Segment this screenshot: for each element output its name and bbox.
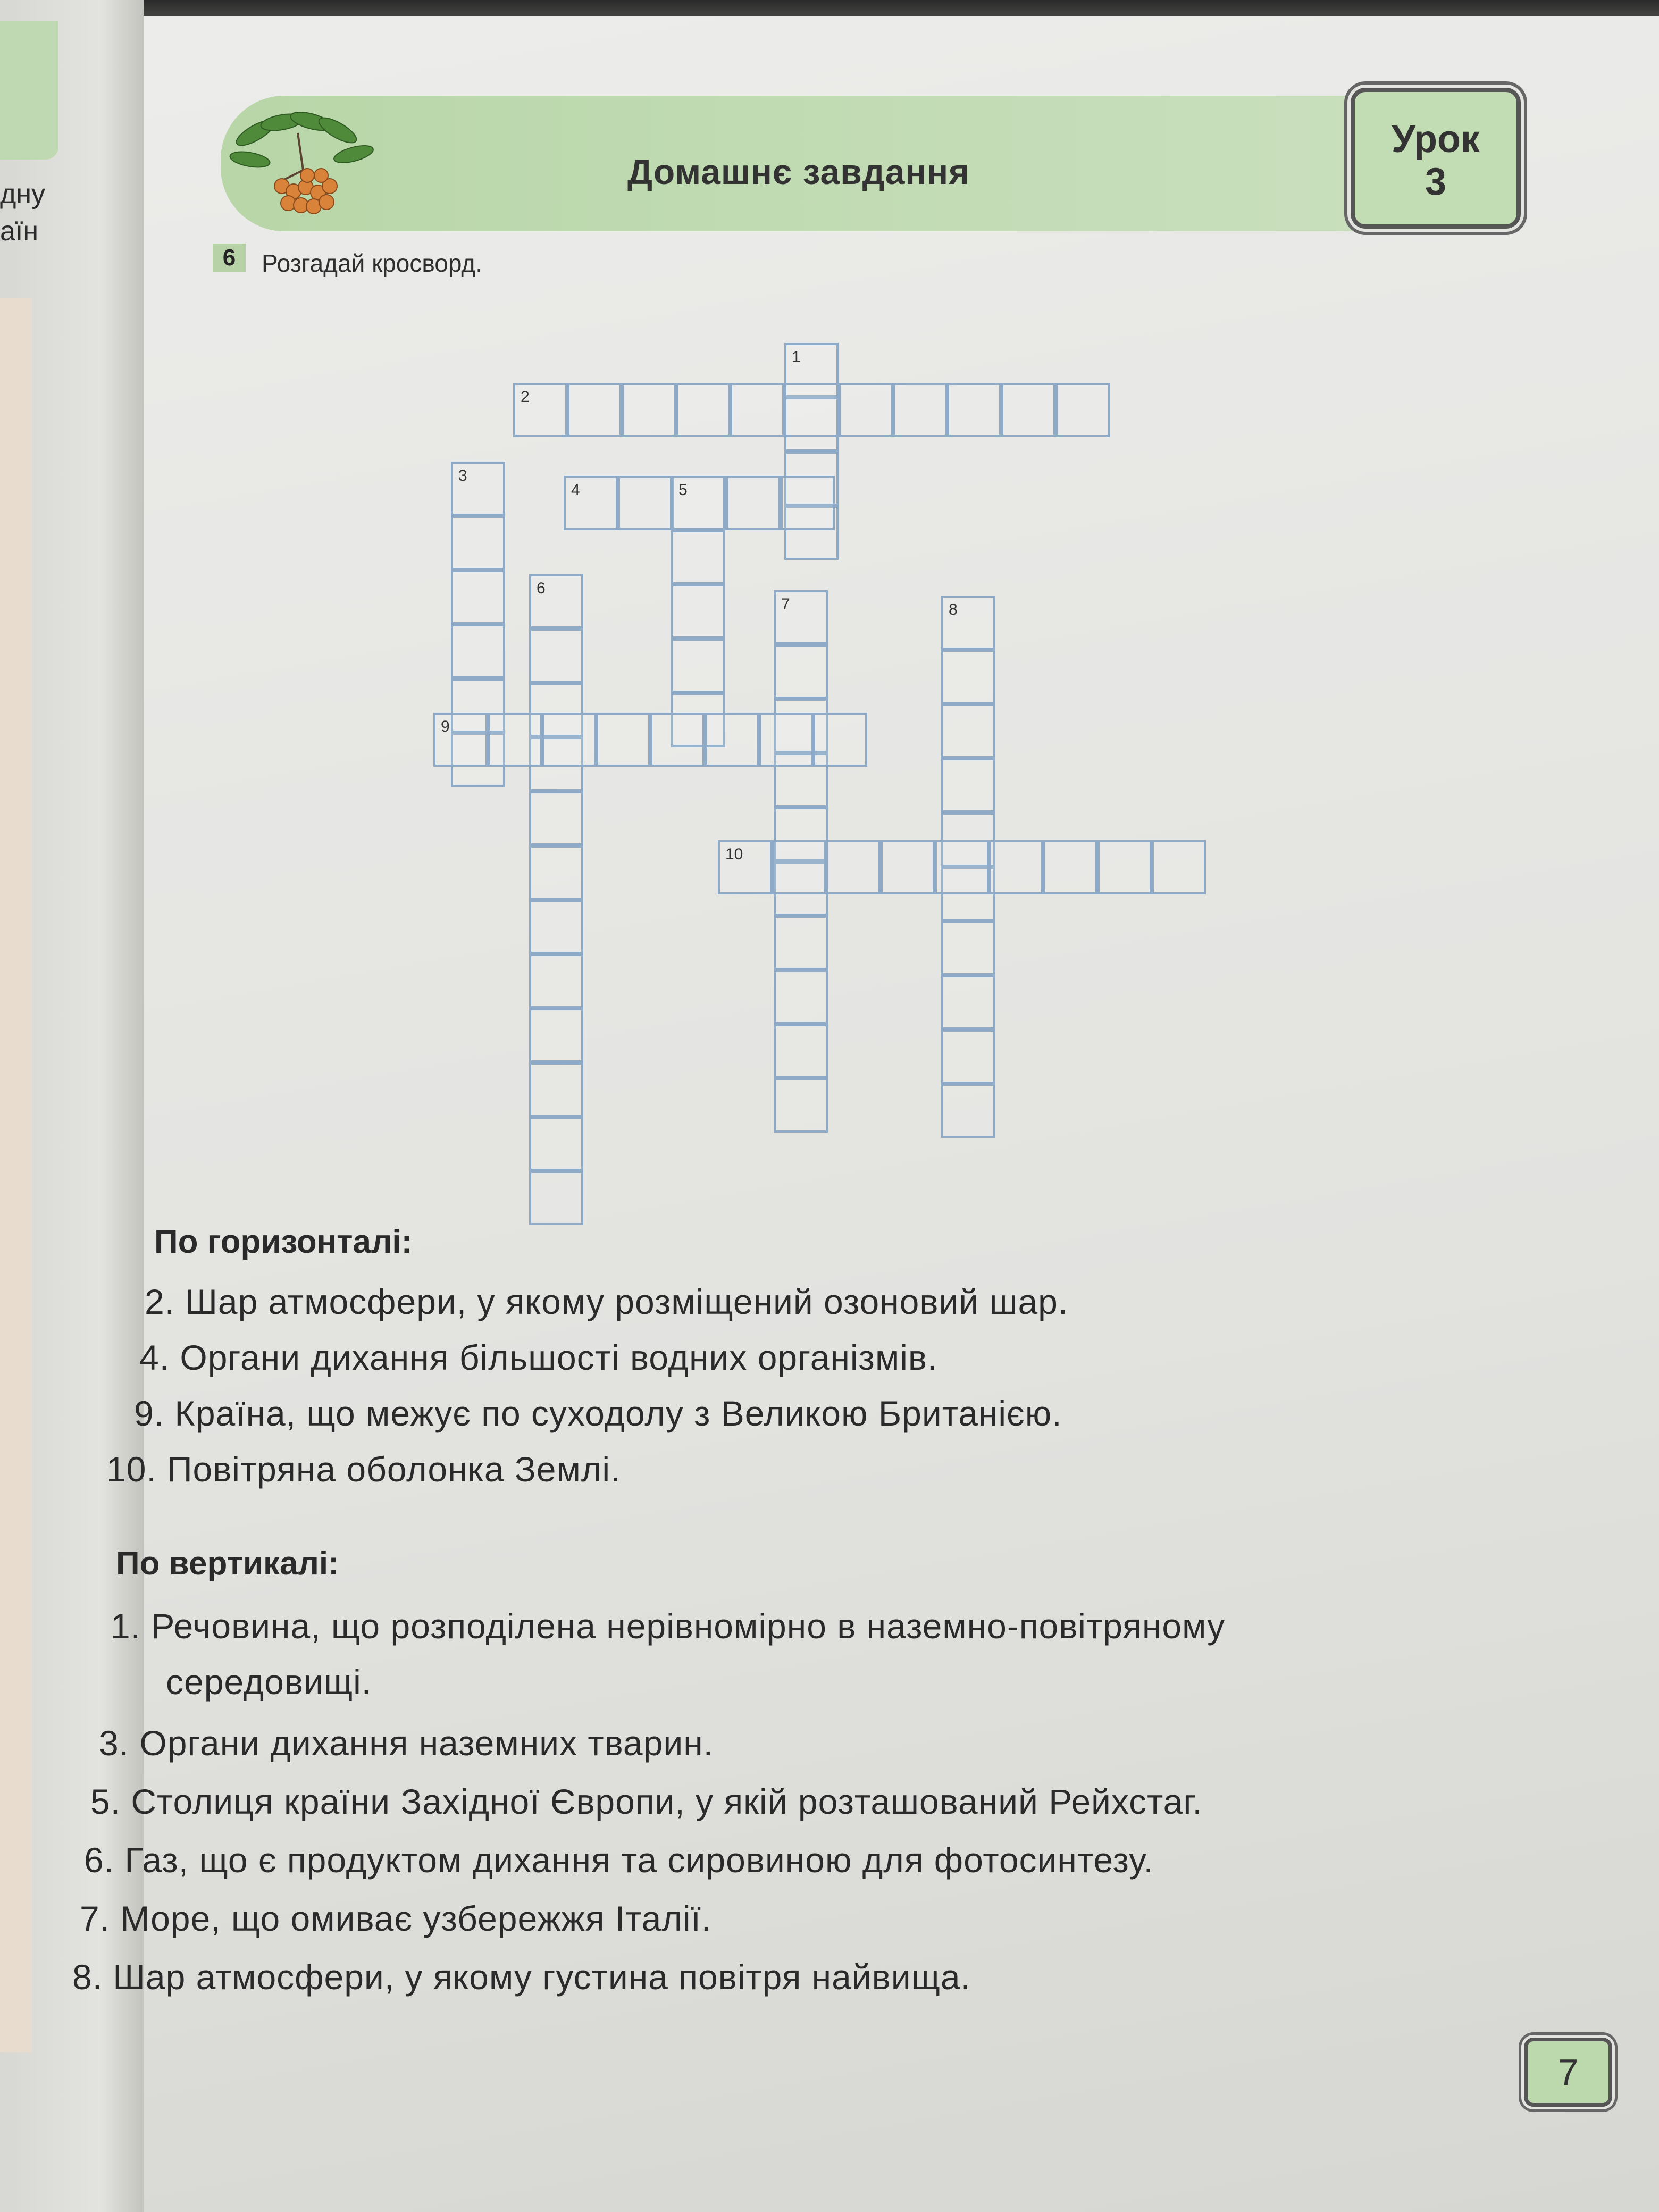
page-number: 7 [1524,2038,1612,2107]
crossword-cell[interactable] [618,476,672,530]
crossword-cell[interactable] [935,840,989,894]
down-clue: 3. Органи дихання наземних тварин. [99,1723,714,1763]
down-clue: 8. Шар атмосфери, у якому густина повітря найвища. [72,1957,971,1997]
left-page-edge [0,0,144,2212]
crossword-clue-number: 1 [792,348,801,366]
down-clue: 7. Море, що омиває узбережжя Італії. [80,1899,712,1938]
crossword-cell[interactable] [774,916,828,970]
crossword-cell[interactable] [650,713,705,767]
crossword-cell[interactable] [947,383,1001,437]
crossword-cell[interactable] [941,758,995,812]
crossword-clue-number: 5 [678,481,688,499]
crossword-cell[interactable] [529,1171,583,1225]
crossword-cell[interactable] [542,713,596,767]
lesson-badge [1351,88,1521,229]
crossword-cell[interactable] [529,954,583,1008]
crossword-clue-number: 2 [521,388,530,406]
crossword-cell[interactable] [1055,383,1110,437]
crossword-cell[interactable] [941,1084,995,1138]
crossword-cell[interactable] [726,476,781,530]
crossword-cell[interactable] [893,383,947,437]
crossword-cell[interactable] [671,639,725,693]
workbook-page [144,16,1659,2212]
crossword-cell[interactable] [451,570,505,624]
crossword-cell[interactable] [488,713,542,767]
crossword-cell[interactable] [826,840,881,894]
lesson-number: 3 [1425,161,1447,203]
down-clue: 5. Столиця країни Західної Європи, у якій розташований Рейхстаг. [90,1782,1203,1821]
crossword-cell[interactable] [759,713,813,767]
crossword-cell[interactable] [941,921,995,975]
crossword-cell[interactable] [772,840,826,894]
crossword-cell[interactable] [529,1062,583,1117]
page-title: Домашнє завдання [627,152,970,191]
across-clue: 10. Повітряна оболонка Землі. [106,1449,621,1489]
crossword-cell[interactable] [774,1078,828,1133]
crossword-cell[interactable] [989,840,1043,894]
down-clue: 6. Газ, що є продуктом дихання та сировиною для фотосинтезу. [84,1840,1154,1880]
crossword-cell[interactable] [671,530,725,584]
left-page-text-fragment: дну аїн [0,179,46,247]
crossword-cell[interactable] [730,383,784,437]
crossword-cell[interactable] [567,383,622,437]
crossword-cell[interactable] [529,1117,583,1171]
crossword-cell[interactable] [941,650,995,704]
lesson-label: Урок [1391,118,1480,161]
task-number-badge: 6 [213,244,246,272]
crossword-cell[interactable] [529,791,583,845]
crossword-cell[interactable] [784,383,839,437]
task-instruction: Розгадай кросворд. [262,249,483,277]
across-clue: 4. Органи дихання більшості водних організмів. [139,1338,938,1377]
crossword-clue-number: 4 [571,481,580,499]
crossword-cell[interactable] [839,383,893,437]
down-clue: 1. Речовина, що розподілена нерівномірно в наземно-повітряному [111,1606,1226,1646]
crossword-cell[interactable] [774,644,828,699]
crossword-cell[interactable] [941,975,995,1029]
crossword-cell[interactable] [941,1029,995,1084]
down-clue-continuation: середовищі. [166,1662,372,1702]
crossword-cell[interactable] [529,629,583,683]
crossword-cell[interactable] [781,476,835,530]
across-heading: По горизонталі: [154,1224,413,1260]
crossword-clue-number: 6 [537,580,546,597]
crossword-cell[interactable] [622,383,676,437]
crossword-cell[interactable] [676,383,730,437]
crossword-clue-number: 10 [725,845,743,863]
crossword-cell[interactable] [774,970,828,1024]
crossword-cell[interactable] [1097,840,1152,894]
crossword-clue-number: 3 [458,467,467,484]
crossword-cell[interactable] [451,624,505,678]
crossword-clue-number: 9 [441,718,450,735]
down-heading: По вертикалі: [116,1545,339,1582]
crossword-cell[interactable] [451,516,505,570]
rowan-sprig-illustration [223,101,383,223]
crossword-cell[interactable] [941,704,995,758]
crossword-cell[interactable] [774,1024,828,1078]
crossword-cell[interactable] [1152,840,1206,894]
left-page-color-strip [0,298,32,2052]
crossword-cell[interactable] [529,1008,583,1062]
crossword-clue-number: 7 [781,596,790,613]
crossword-cell[interactable] [705,713,759,767]
crossword-cell[interactable] [813,713,867,767]
crossword-cell[interactable] [881,840,935,894]
crossword-cell[interactable] [1043,840,1097,894]
crossword-cell[interactable] [671,584,725,639]
left-page-illustration-fragment [0,21,58,160]
across-clue: 9. Країна, що межує по суходолу з Великою Британією. [134,1394,1062,1433]
across-clue: 2. Шар атмосфери, у якому розміщений озоновий шар. [145,1282,1069,1321]
crossword-cell[interactable] [596,713,650,767]
crossword-cell[interactable] [529,845,583,900]
crossword-cell[interactable] [529,900,583,954]
crossword-cell[interactable] [1001,383,1055,437]
crossword-clue-number: 8 [949,601,958,618]
